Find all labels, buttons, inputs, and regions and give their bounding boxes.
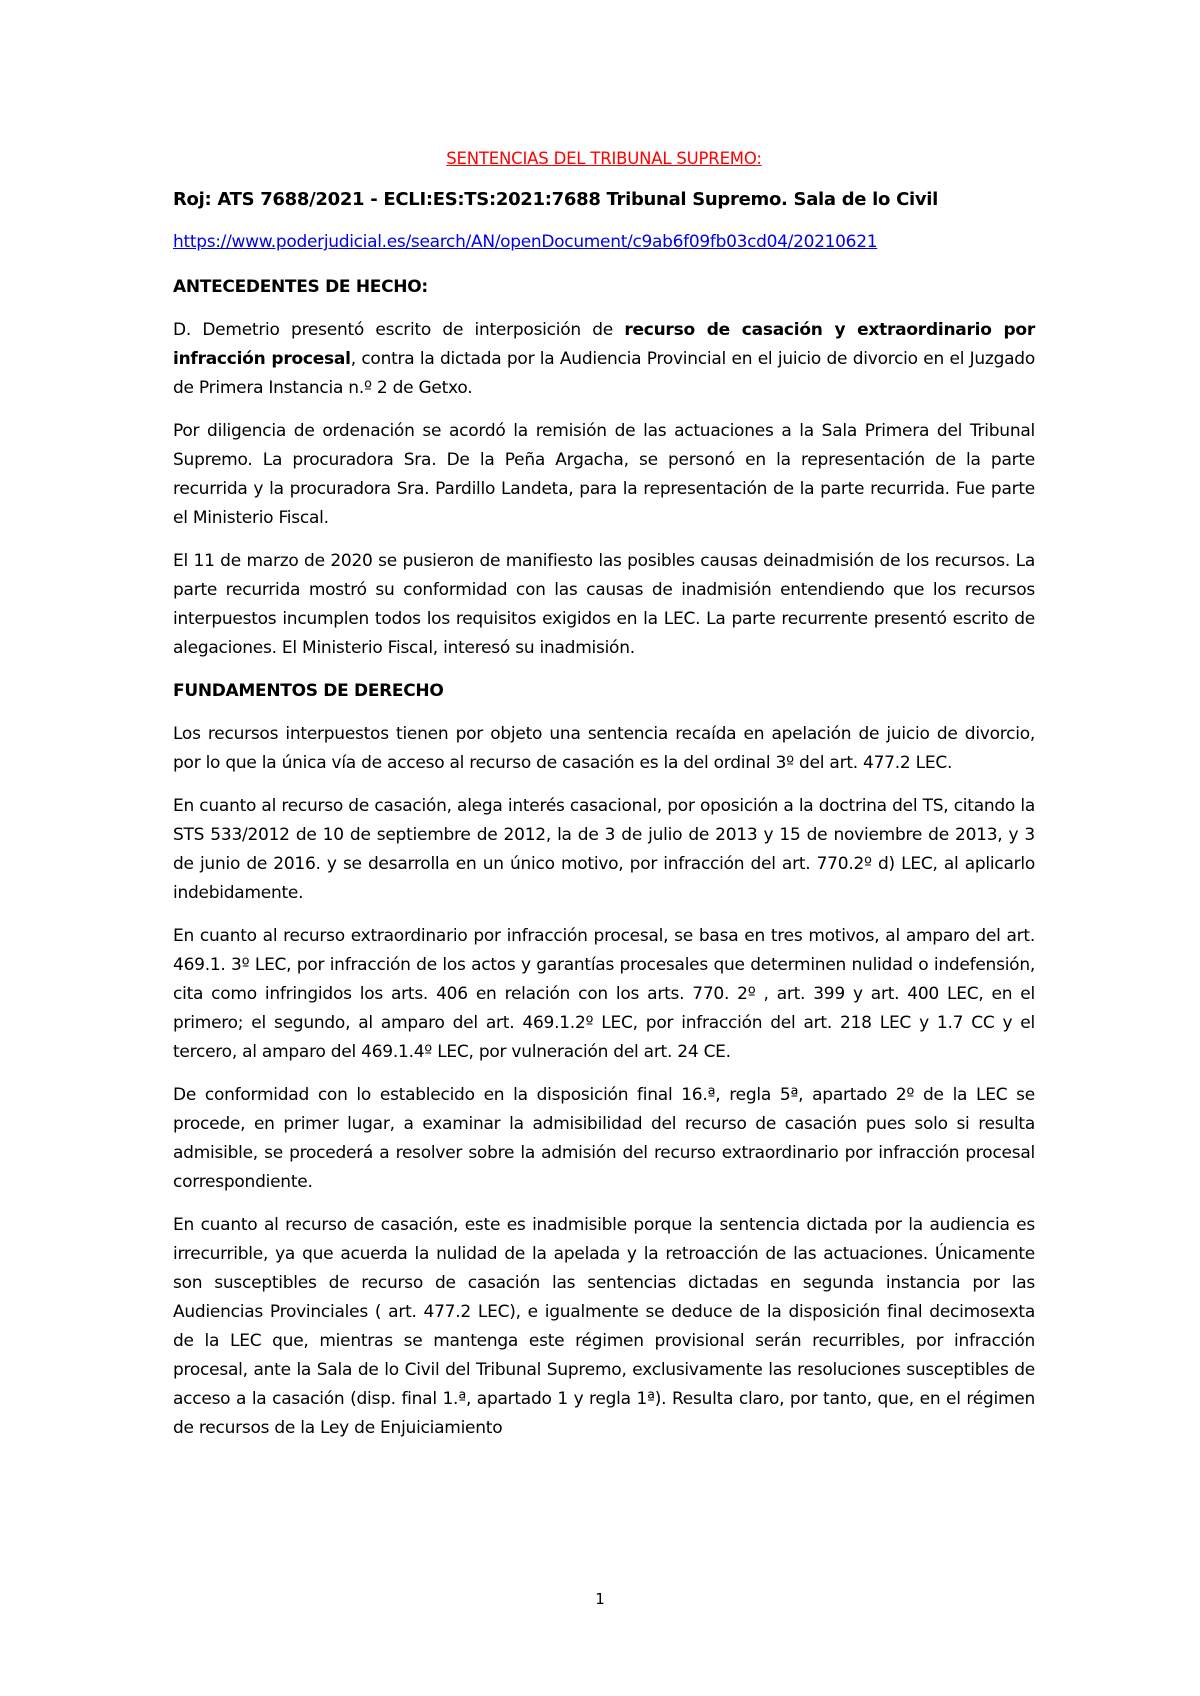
paragraph-fundamentos-5: En cuanto al recurso de casación, este es inadmisible porque la sentencia dictada por la audiencia es irrecurrible, ya que acuerda la nulidad de la apelada y la retroacción de las actuaciones. Únicamente son susceptibles de recurso de casación las sentencias dictadas en segunda instancia por las Audiencias Provinciales ( art. 477.2 LEC), e igualmente se deduce de la disposición final decimosexta de la LEC que, mientras se mantenga este régimen provisional serán recurribles, por infracción procesal, ante la Sala de lo Civil del Tribunal Supremo, exclusivamente las resoluciones susceptibles de acceso a la casación (disp. final 1.ª, apartado 1 y regla 1ª). Resulta claro, por tanto, que, en el régimen de recursos de la Ley de Enjuiciamiento [173,1215,1035,1438]
section-heading-fundamentos: FUNDAMENTOS DE DERECHO [173,681,444,701]
paragraph-antecedentes-3: El 11 de marzo de 2020 se pusieron de manifiesto las posibles causas deinadmisión de los recursos. La parte recurrida mostró su conformidad con las causas de inadmisión entendiendo que los recursos interpuestos incumplen todos los requisitos exigidos en la LEC. La parte recurrente presentó escrito de alegaciones. El Ministerio Fiscal, interesó su inadmisión. [173,551,1035,658]
section-heading-antecedentes: ANTECEDENTES DE HECHO: [173,277,428,297]
paragraph-antecedentes-2: Por diligencia de ordenación se acordó la remisión de las actuaciones a la Sala Primera del Tribunal Supremo. La procuradora Sra. De la Peña Argacha, se personó en la representación de la parte recurrida y la procuradora Sra. Pardillo Landeta, para la representación de la parte recurrida. Fue parte el Ministerio Fiscal. [173,421,1035,528]
paragraph-fundamentos-2: En cuanto al recurso de casación, alega interés casacional, por oposición a la doctrina del TS, citando la STS 533/2012 de 10 de septiembre de 2012, la de 3 de julio de 2013 y 15 de noviembre de 2013, y 3 de junio de 2016. y se desarrolla en un único motivo, por infracción del art. 770.2º d) LEC, al aplicarlo indebidamente. [173,796,1035,903]
paragraph-fundamentos-3: En cuanto al recurso extraordinario por infracción procesal, se basa en tres motivos, al amparo del art. 469.1. 3º LEC, por infracción de los actos y garantías procesales que determinen nulidad o indefensión, cita como infringidos los arts. 406 en relación con los arts. 770. 2º , art. 399 y art. 400 LEC, en el primero; el segundo, al amparo del art. 469.1.2º LEC, por infracción del art. 218 LEC y 1.7 CC y el tercero, al amparo del 469.1.4º LEC, por vulneración del art. 24 CE. [173,926,1035,1062]
source-link[interactable]: https://www.poderjudicial.es/search/AN/openDocument/c9ab6f09fb03cd04/20210621 [173,232,878,252]
paragraph-bold-text: recurso de casación y extraordinario por infracción procesal [173,320,1035,369]
paragraph-text-before: D. Demetrio presentó escrito de interposición de [173,320,625,340]
page-number: 1 [595,1590,605,1608]
document-body [173,144,1035,1457]
paragraph-antecedentes-1 [173,316,1035,403]
document-title: SENTENCIAS DEL TRIBUNAL SUPREMO: [446,149,762,168]
roj-reference: Roj: ATS 7688/2021 - ECLI:ES:TS:2021:7688 Tribunal Supremo. Sala de lo Civil [173,189,939,210]
paragraph-fundamentos-1: Los recursos interpuestos tienen por objeto una sentencia recaída en apelación de juicio de divorcio, por lo que la única vía de acceso al recurso de casación es la del ordinal 3º del art. 477.2 LEC. [173,724,1035,773]
paragraph-text-after: , contra la dictada por la Audiencia Provincial en el juicio de divorcio en el Juzgado de Primera Instancia n.º 2 de Getxo. [173,349,1036,398]
paragraph-fundamentos-4: De conformidad con lo establecido en la disposición final 16.ª, regla 5ª, apartado 2º de la LEC se procede, en primer lugar, a examinar la admisibilidad del recurso de casación pues solo si resulta admisible, se procederá a resolver sobre la admisión del recurso extraordinario por infracción procesal correspondiente. [173,1085,1035,1192]
